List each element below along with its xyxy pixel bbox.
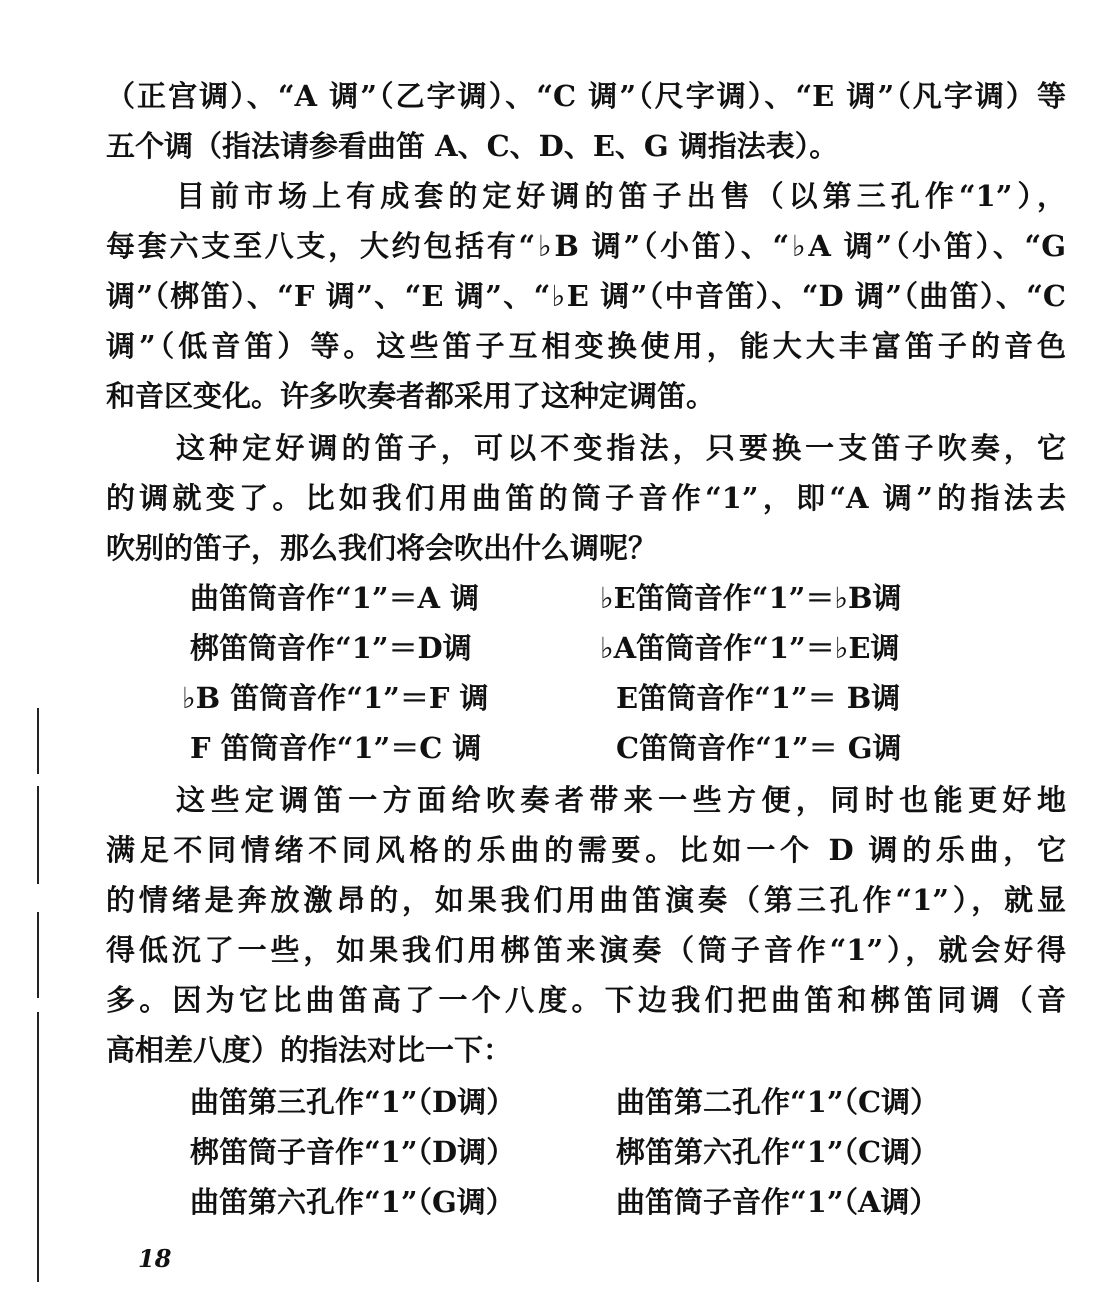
fingering-table-cell: 曲笛筒子音作“1”（A调） [616,1185,939,1219]
text-line: 和音区变化。许多吹奏者都采用了这种定调笛。 [106,379,716,413]
text-line: 目前市场上有成套的定好调的笛子出售（以第三孔作“1”）， [176,179,1066,213]
scan-margin-line [37,786,39,884]
text-line: 每套六支至八支，大约包括有“♭B 调”（小笛）、“♭A 调”（小笛）、“G [106,229,1066,263]
text-line: 调”（梆笛）、“F 调”、“E 调”、“♭E 调”（中音笛）、“D 调”（曲笛）、“C [106,279,1066,313]
tuning-table-cell: F 笛筒音作“1”＝C 调 [190,731,482,765]
tuning-table-cell: ♭B 笛筒音作“1”＝F 调 [182,681,489,715]
fingering-table-cell: 曲笛第二孔作“1”（C调） [616,1085,940,1119]
text-line: 满足不同情绪不同风格的乐曲的需要。比如一个 D 调的乐曲，它 [106,833,1066,867]
text-line: 多。因为它比曲笛高了一个八度。下边我们把曲笛和梆笛同调（音 [106,983,1066,1017]
tuning-table-cell: C笛筒音作“1”＝ G调 [616,731,902,765]
text-line: 吹别的笛子，那么我们将会吹出什么调呢？ [106,531,658,565]
scan-margin-line [37,912,39,998]
fingering-table-cell: 梆笛第六孔作“1”（C调） [616,1135,940,1169]
tuning-table-cell: 梆笛筒音作“1”＝D调 [190,631,472,665]
text-line: 这种定好调的笛子，可以不变指法，只要换一支笛子吹奏，它 [176,431,1066,465]
text-line: 这些定调笛一方面给吹奏者带来一些方便，同时也能更好地 [176,783,1066,817]
text-line: 得低沉了一些，如果我们用梆笛来演奏（筒子音作“1”），就会好得 [106,933,1066,967]
tuning-table-cell: ♭A笛筒音作“1”＝♭E调 [600,631,900,665]
page-number: 18 [138,1244,172,1273]
scan-margin-line [37,708,39,774]
tuning-table-cell: 曲笛筒音作“1”＝A 调 [190,581,480,615]
fingering-table-cell: 梆笛筒子音作“1”（D调） [190,1135,516,1169]
scan-margin-line [37,1012,39,1282]
text-line: （正宫调）、“A 调”（乙字调）、“C 调”（尺字调）、“E 调”（凡字调）等 [106,79,1066,113]
text-line: 高相差八度）的指法对比一下： [106,1033,513,1067]
text-line: 的情绪是奔放激昂的，如果我们用曲笛演奏（第三孔作“1”），就显 [106,883,1066,917]
fingering-table-cell: 曲笛第六孔作“1”（G调） [190,1185,515,1219]
text-line: 的调就变了。比如我们用曲笛的筒子音作“1”，即“A 调”的指法去 [106,481,1066,515]
fingering-table-cell: 曲笛第三孔作“1”（D调） [190,1085,516,1119]
text-line: 五个调（指法请参看曲笛 A、C、D、E、G 调指法表）。 [106,129,839,163]
tuning-table-cell: ♭E笛筒音作“1”＝♭B调 [600,581,902,615]
tuning-table-cell: E笛筒音作“1”＝ B调 [616,681,901,715]
text-line: 调”（低音笛）等。这些笛子互相变换使用，能大大丰富笛子的音色 [106,329,1066,363]
